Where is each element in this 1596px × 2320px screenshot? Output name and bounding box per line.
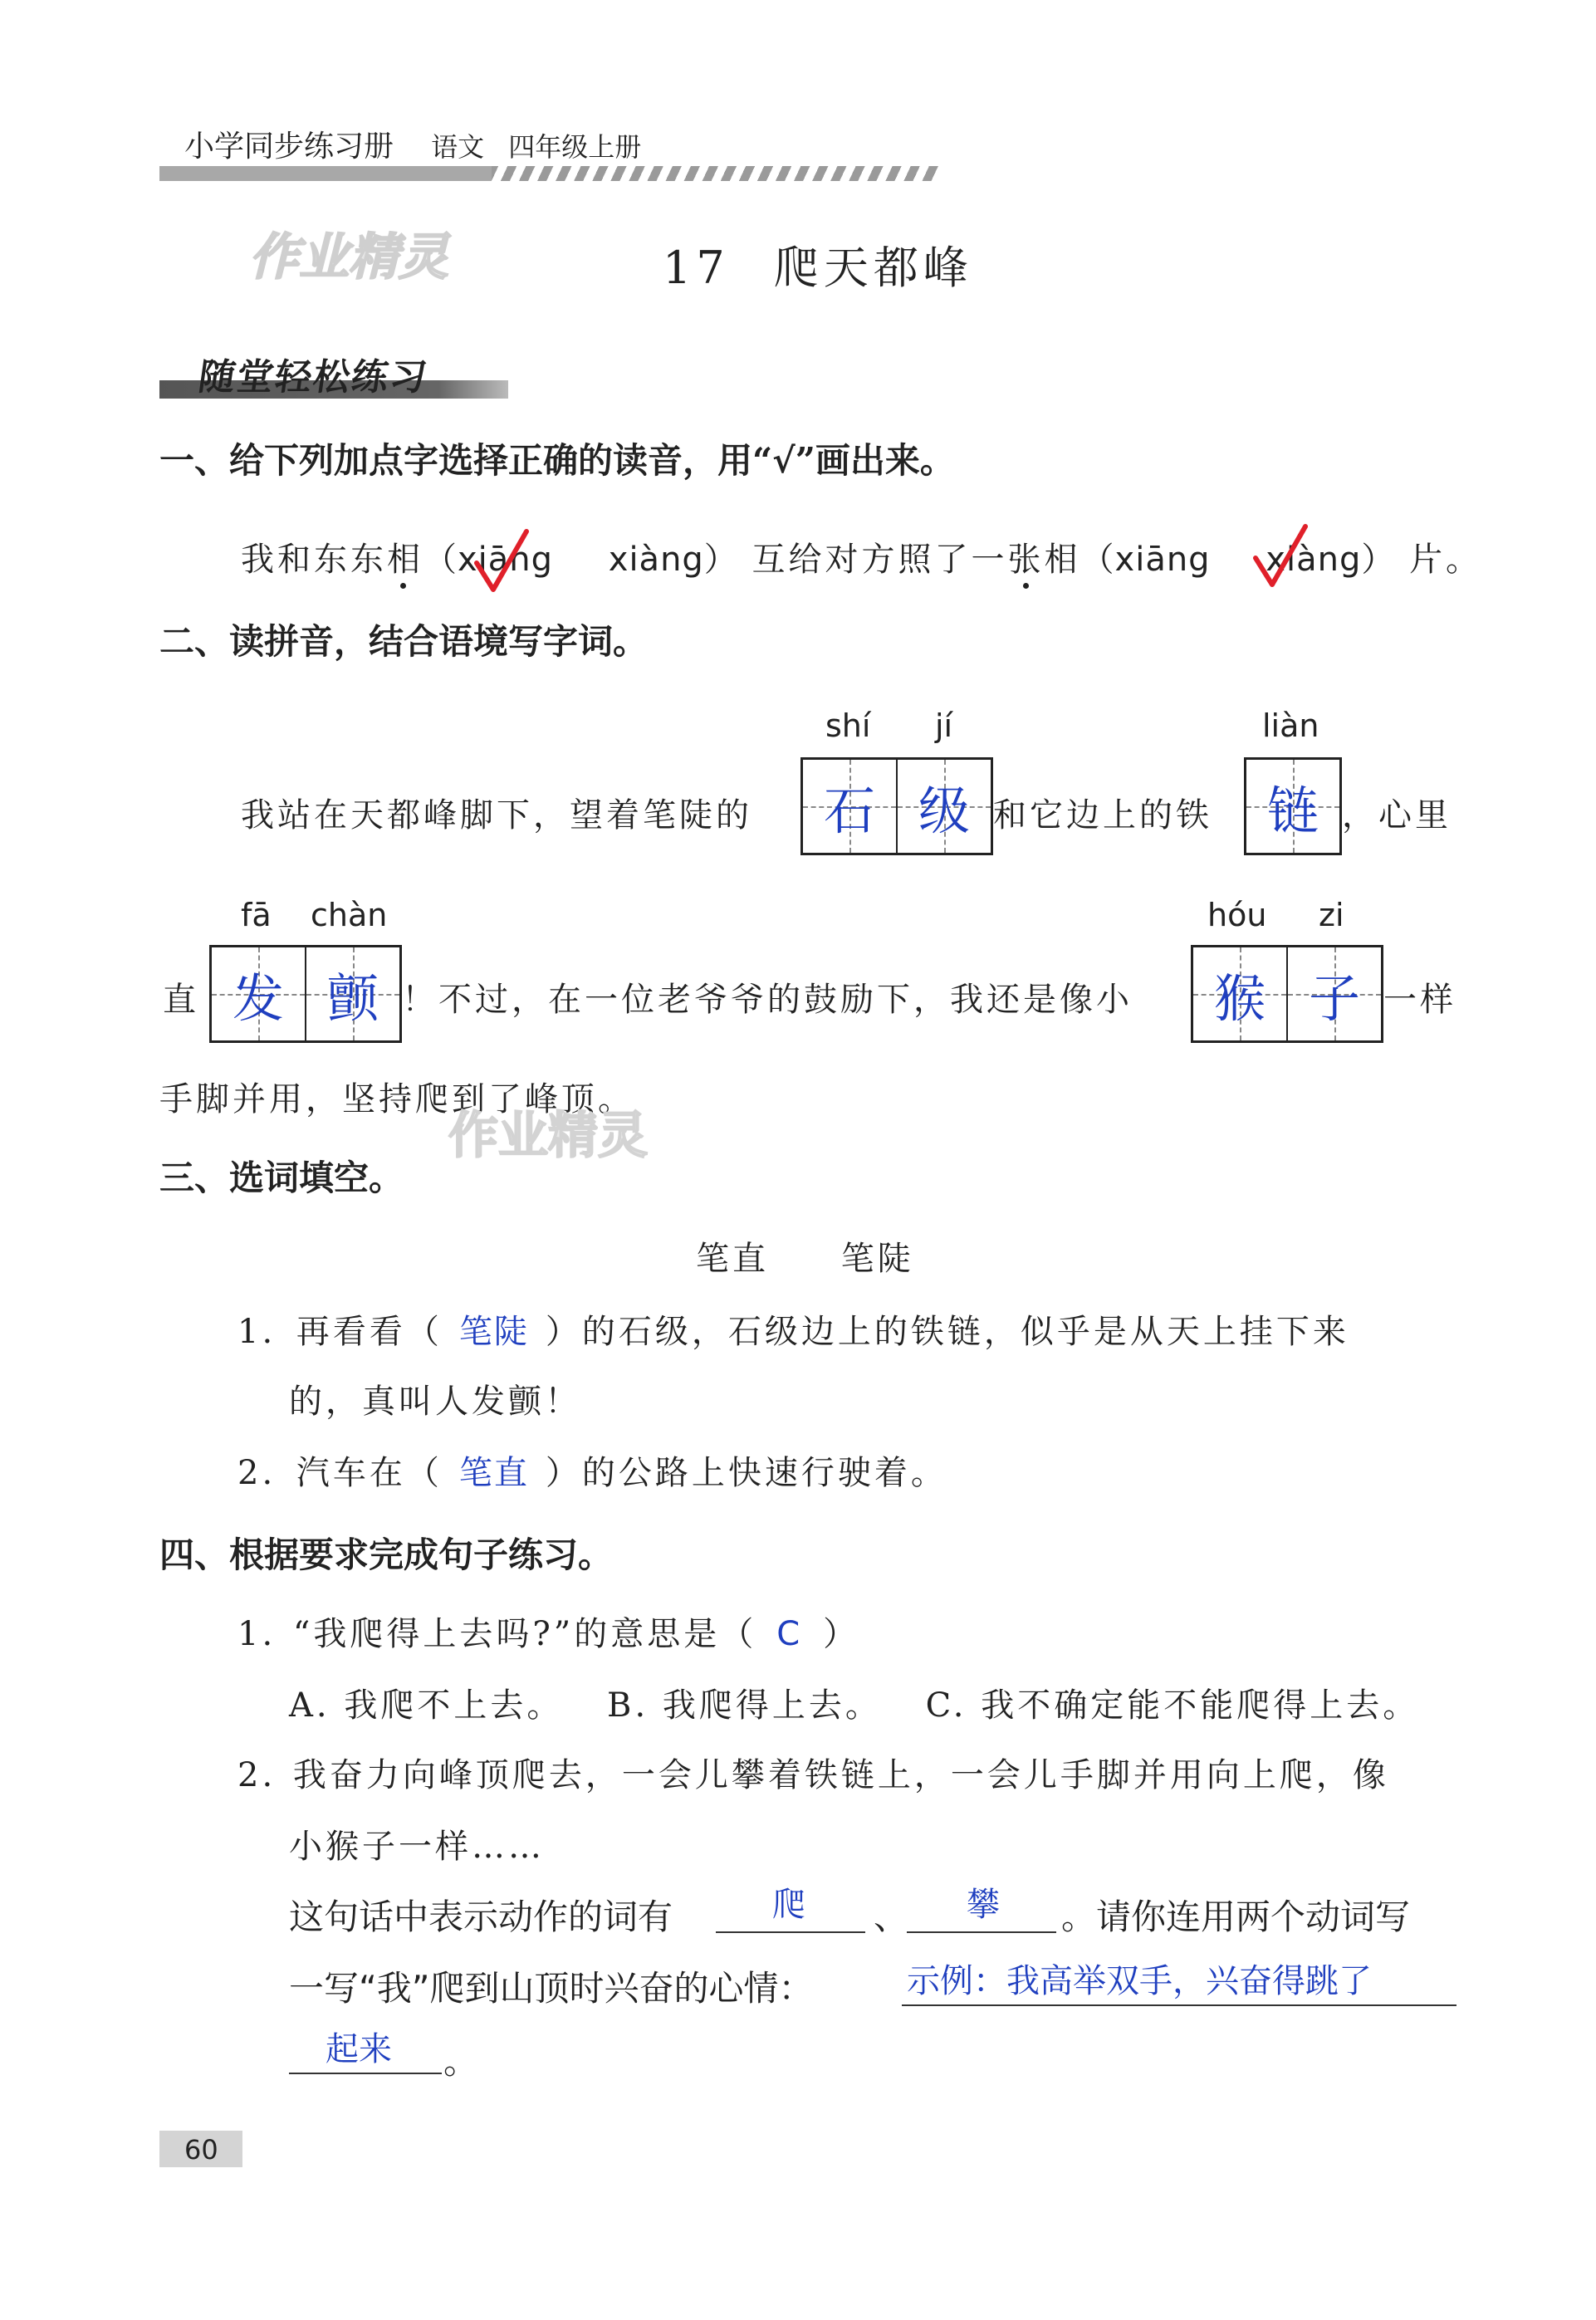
pinyin-fa: fā xyxy=(241,897,272,933)
word-option: 笔直 xyxy=(696,1240,769,1278)
q1-title: 一、给下列加点字选择正确的读音，用“√”画出来。 xyxy=(159,440,955,481)
lesson-title xyxy=(663,232,973,296)
q3-item2: 2. 汽车在（ 笔直 ）的公路上快速行驶着。 xyxy=(237,1454,947,1492)
q2-line2-text3: 一样 xyxy=(1383,981,1456,1019)
q2-line2-text1: 直 xyxy=(163,981,199,1019)
q1-opt1a: （xiāng xyxy=(423,541,554,579)
q4-item2-line2: 小猴子一样…… xyxy=(289,1828,545,1866)
q1-opt1b: xiàng） xyxy=(608,541,738,579)
answer-cell: 发 xyxy=(212,947,305,1040)
header-subject: 语文 xyxy=(431,131,485,163)
q2-line2-text2: ！不过，在一位老爷爷的鼓励下，我还是像小 xyxy=(402,981,1133,1019)
q4-answer1: C xyxy=(776,1615,804,1653)
emphasis-dot xyxy=(1023,583,1029,589)
q4-item2-line1: 2. 我奋力向峰顶爬去，一会儿攀着铁链上，一会儿手脚并用向上爬，像 xyxy=(237,1756,1389,1794)
q1-opt2b: xiàng） xyxy=(1266,541,1396,579)
answer-box-lian xyxy=(1244,757,1342,855)
watermark: 作业精灵 xyxy=(448,1107,648,1165)
q3-title: 三、选词填空。 xyxy=(159,1158,404,1198)
answer-cell: 猴 xyxy=(1193,947,1286,1040)
page-number: 60 xyxy=(184,2134,218,2166)
answer-cell: 石 xyxy=(803,760,896,853)
q4-blank1: 爬 xyxy=(772,1886,805,1924)
lesson-name: 爬天都峰 xyxy=(773,242,973,294)
q4-answer-line1: 示例：我高举双手，兴奋得跳了 xyxy=(907,1962,1372,2000)
q1-opt2a: （xiāng xyxy=(1080,541,1211,579)
q2-line3: 手脚并用，坚持爬到了峰顶。 xyxy=(159,1080,634,1118)
check-icon xyxy=(1252,523,1310,590)
section-banner-title: 随堂轻松练习 xyxy=(195,356,431,399)
q2-title: 二、读拼音，结合语境写字词。 xyxy=(159,621,649,662)
q2-line1-text2: 和它边上的铁 xyxy=(993,796,1212,835)
option-b: B. 我爬得上去。 xyxy=(607,1686,882,1725)
q4-item2-ask3: 一写“我”爬到山顶时兴奋的心情： xyxy=(289,1968,814,2009)
watermark: 作业精灵 xyxy=(249,228,448,286)
q3-item1-cont: 的，真叫人发颤！ xyxy=(289,1383,581,1421)
blank-line xyxy=(907,1931,1056,1933)
header-grade: 四年级上册 xyxy=(508,131,642,163)
q4-item2-ask2: 。请你连用两个动词写 xyxy=(1061,1897,1411,1937)
q4-title: 四、根据要求完成句子练习。 xyxy=(159,1534,614,1575)
q4-answer-line2: 起来 xyxy=(326,2030,392,2068)
answer-box-fachan xyxy=(209,945,402,1043)
emphasis-dot xyxy=(400,583,406,589)
answer-cell: 级 xyxy=(896,760,991,853)
q4-item1-options xyxy=(289,1679,1419,1726)
option-c: C. 我不确定能不能爬得上去。 xyxy=(925,1686,1420,1725)
pinyin-shi: shí xyxy=(825,707,871,744)
answer-cell: 颤 xyxy=(305,947,399,1040)
header-book: 小学同步练习册 xyxy=(184,130,394,164)
q1-sentence: 我和东东相（xiāng xiàng） 互给对方照了一张相（xiāng xiàng） 片。 xyxy=(241,541,1483,579)
answer-line xyxy=(289,2073,442,2074)
header-divider-solid xyxy=(159,166,492,181)
q4-item1: 1. “我爬得上去吗?”的意思是（ C ） xyxy=(237,1615,860,1653)
q3-answer2: 笔直 xyxy=(458,1454,529,1492)
q2-line1-text1: 我站在天都峰脚下，望着笔陡的 xyxy=(241,796,752,835)
q4-sep: 、 xyxy=(874,1897,909,1937)
pinyin-ji: jí xyxy=(935,707,953,744)
pinyin-chan: chàn xyxy=(311,897,388,933)
header xyxy=(184,123,641,165)
pinyin-lian: liàn xyxy=(1262,707,1319,744)
answer-box-shiji xyxy=(800,757,993,855)
answer-cell: 链 xyxy=(1246,760,1339,853)
lesson-number: 17 xyxy=(663,242,730,294)
q4-blank2: 攀 xyxy=(967,1886,1000,1924)
answer-line xyxy=(902,2004,1456,2006)
check-icon xyxy=(473,528,531,595)
pinyin-hou: hóu xyxy=(1207,897,1267,933)
q3-word-bank xyxy=(696,1232,914,1280)
blank-line xyxy=(716,1931,865,1933)
answer-cell: 子 xyxy=(1286,947,1381,1040)
q3-item1: 1. 再看看（ 笔陡 ）的石级，石级边上的铁链，似乎是从天上挂下来 xyxy=(237,1313,1349,1351)
q3-answer1: 笔陡 xyxy=(458,1313,529,1351)
q2-line1-text3: ，心里 xyxy=(1342,796,1452,835)
q4-end: 。 xyxy=(443,2041,479,2082)
option-a: A. 我爬不上去。 xyxy=(289,1686,564,1725)
answer-box-houzi xyxy=(1191,945,1383,1043)
pinyin-zi: zi xyxy=(1319,897,1344,933)
word-option: 笔陡 xyxy=(840,1240,914,1278)
q4-item2-ask1: 这句话中表示动作的词有 xyxy=(289,1897,673,1937)
